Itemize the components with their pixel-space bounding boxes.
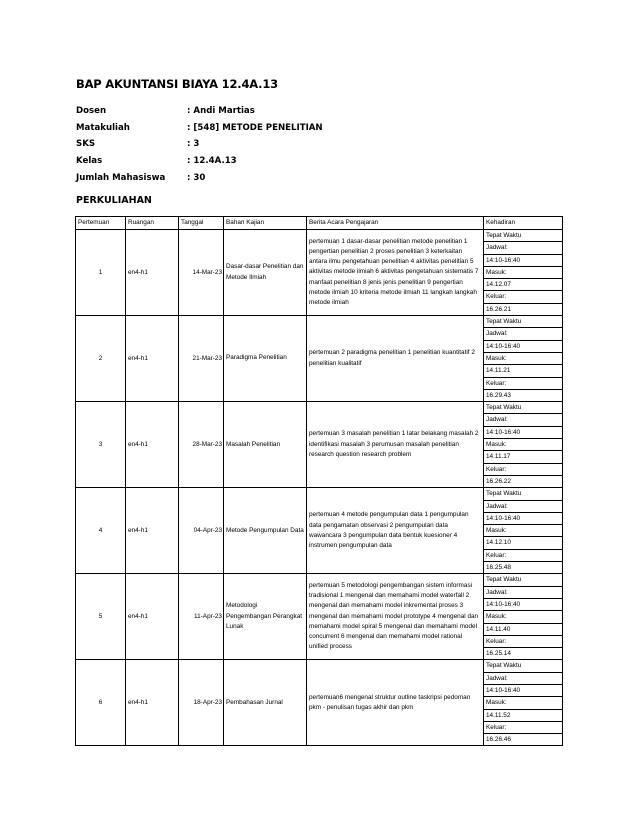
cell-kehadiran: Jadwal: [484, 414, 563, 426]
cell-kehadiran: Jadwal: [484, 242, 563, 254]
cell-berita-acara: pertemuan 2 paradigma penelitian 1 penelitian kuantitatif 2 penelitian kualitatif [307, 316, 484, 402]
cell-kehadiran: Tepat Waktu [484, 660, 563, 672]
cell-kehadiran: Masuk: [484, 611, 563, 623]
info-value: : 3 [187, 139, 200, 150]
cell-pertemuan: 5 [76, 574, 126, 660]
info-value: : Andi Martias [187, 106, 255, 117]
header-kehadiran: Kehadiran [484, 217, 563, 230]
info-row [76, 120, 323, 137]
cell-kehadiran: 14.11.52 [484, 709, 563, 721]
header-tanggal: Tanggal [179, 217, 224, 230]
cell-tanggal: 21-Mar-23 [179, 316, 224, 402]
cell-kehadiran: Keluar: [484, 463, 563, 475]
cell-kehadiran: 14:10-16:40 [484, 684, 563, 696]
cell-kehadiran: Tepat Waktu [484, 574, 563, 586]
cell-kehadiran: 14.11.21 [484, 365, 563, 377]
table-row [76, 402, 563, 414]
info-row [76, 103, 323, 120]
cell-ruangan: en4-h1 [126, 660, 179, 746]
cell-kehadiran: Tepat Waktu [484, 488, 563, 500]
cell-bahan-kajian: Dasar-dasar Penelitian dan Metode Ilmiah [224, 230, 307, 316]
info-label: Matakuliah [76, 122, 130, 133]
page-title: BAP AKUNTANSI BIAYA 12.4A.13 [76, 77, 278, 91]
cell-ruangan: en4-h1 [126, 316, 179, 402]
cell-kehadiran: 14.12.07 [484, 279, 563, 291]
cell-kehadiran: Tepat Waktu [484, 402, 563, 414]
cell-kehadiran: 14:10-16:40 [484, 512, 563, 524]
info-value: : 30 [187, 172, 206, 183]
table-row [76, 230, 563, 242]
cell-kehadiran: 16.26.46 [484, 734, 563, 746]
info-value: : 12.4A.13 [187, 156, 237, 167]
cell-kehadiran: Masuk: [484, 697, 563, 709]
cell-berita-acara: pertemuan 5 metodologi pengembangan sistem informasi tradisional 1 mengenal dan memahami model waterfall 2 mengenal dan memahami model inkremental proses 3 mengenal dan memahami model prototype 4 mengenal dan memahami model spiral 5 mengenal dan memahami model concurrent 6 mengenal dan memahami model rational unified process [307, 574, 484, 660]
cell-kehadiran: 14:10-16:40 [484, 254, 563, 266]
info-row [76, 153, 323, 170]
table-row [76, 488, 563, 500]
cell-kehadiran: Keluar: [484, 549, 563, 561]
section-title: PERKULIAHAN [76, 195, 152, 206]
cell-tanggal: 04-Apr-23 [179, 488, 224, 574]
cell-kehadiran: Masuk: [484, 439, 563, 451]
cell-kehadiran: 14.11.40 [484, 623, 563, 635]
cell-ruangan: en4-h1 [126, 230, 179, 316]
course-info [76, 103, 323, 186]
cell-pertemuan: 3 [76, 402, 126, 488]
cell-ruangan: en4-h1 [126, 402, 179, 488]
cell-kehadiran: Masuk: [484, 352, 563, 364]
table-row [76, 316, 563, 328]
info-value: : [548] METODE PENELITIAN [187, 122, 323, 133]
cell-kehadiran: 16.26.22 [484, 475, 563, 487]
cell-kehadiran: 16.25.48 [484, 562, 563, 574]
cell-kehadiran: Tepat Waktu [484, 316, 563, 328]
cell-kehadiran: 16.29.43 [484, 389, 563, 401]
info-row [76, 136, 323, 153]
cell-bahan-kajian: Metodologi Pengembangan Perangkat Lunak [224, 574, 307, 660]
cell-bahan-kajian: Pembahasan Jurnal [224, 660, 307, 746]
cell-kehadiran: Keluar: [484, 377, 563, 389]
cell-tanggal: 14-Mar-23 [179, 230, 224, 316]
header-berita-acara: Berita Acara Pengajaran [307, 217, 484, 230]
cell-bahan-kajian: Masalah Penelitian [224, 402, 307, 488]
cell-kehadiran: Keluar: [484, 291, 563, 303]
cell-ruangan: en4-h1 [126, 488, 179, 574]
cell-berita-acara: pertemuan 3 masalah penelitian 1 latar belakang masalah 2 identifikasi masalah 3 perumusan masalah penelitian research question research problem [307, 402, 484, 488]
cell-kehadiran: 14.11.17 [484, 451, 563, 463]
cell-kehadiran: Keluar: [484, 721, 563, 733]
header-ruangan: Ruangan [126, 217, 179, 230]
cell-pertemuan: 2 [76, 316, 126, 402]
cell-pertemuan: 6 [76, 660, 126, 746]
info-row [76, 169, 323, 186]
cell-kehadiran: Jadwal: [484, 328, 563, 340]
table-header-row [76, 217, 563, 230]
cell-tanggal: 18-Apr-23 [179, 660, 224, 746]
cell-kehadiran: 16.25.14 [484, 648, 563, 660]
meeting-table [75, 216, 563, 746]
cell-kehadiran: Jadwal: [484, 586, 563, 598]
cell-kehadiran: Keluar: [484, 635, 563, 647]
info-label: Jumlah Mahasiswa [76, 172, 166, 183]
cell-tanggal: 11-Apr-23 [179, 574, 224, 660]
cell-kehadiran: Tepat Waktu [484, 230, 563, 242]
info-label: Kelas [76, 156, 103, 167]
cell-berita-acara: pertemuan6 mengenal struktur outline taskripsi pedoman pkm - penulisan tugas akhir dan pkm [307, 660, 484, 746]
cell-berita-acara: pertemuan 4 metode pengumpulan data 1 pengumpulan data pengamatan observasi 2 pengumpulan data wawancara 3 pengumpulan data bentuk kuesioner 4 instrumen pengumpulan data [307, 488, 484, 574]
cell-kehadiran: 14:10-16:40 [484, 340, 563, 352]
table-row [76, 574, 563, 586]
cell-ruangan: en4-h1 [126, 574, 179, 660]
cell-kehadiran: 14:10-16:40 [484, 426, 563, 438]
info-label: Dosen [76, 106, 107, 117]
cell-kehadiran: Jadwal: [484, 672, 563, 684]
header-bahan-kajian: Bahan Kajian [224, 217, 307, 230]
cell-kehadiran: 14.12.10 [484, 537, 563, 549]
cell-bahan-kajian: Metode Pengumpulan Data [224, 488, 307, 574]
cell-kehadiran: Jadwal: [484, 500, 563, 512]
cell-kehadiran: Masuk: [484, 266, 563, 278]
cell-bahan-kajian: Paradigma Penelitian [224, 316, 307, 402]
table-row [76, 660, 563, 672]
cell-pertemuan: 4 [76, 488, 126, 574]
header-pertemuan: Pertemuan [76, 217, 126, 230]
cell-kehadiran: 16.26.21 [484, 303, 563, 315]
cell-berita-acara: pertemuan 1 dasar-dasar penelitian metode penelitian 1 pengertian penelitian 2 proses penelitian 3 keterkaitan antara ilmu pengetahuan penelitian 4 aktivitas penelitian 5 aktivitas metode ilmiah 6 aktivitas pengetahuan sistematis 7 manfaat penelitian 8 jenis jenis penelitian 9 pengertian metode ilmiah 10 kriteria metode ilmiah 11 langkah langkah metode ilmiah [307, 230, 484, 316]
cell-kehadiran: Masuk: [484, 525, 563, 537]
info-label: SKS [76, 139, 96, 150]
cell-pertemuan: 1 [76, 230, 126, 316]
cell-tanggal: 28-Mar-23 [179, 402, 224, 488]
cell-kehadiran: 14:10-16:40 [484, 598, 563, 610]
